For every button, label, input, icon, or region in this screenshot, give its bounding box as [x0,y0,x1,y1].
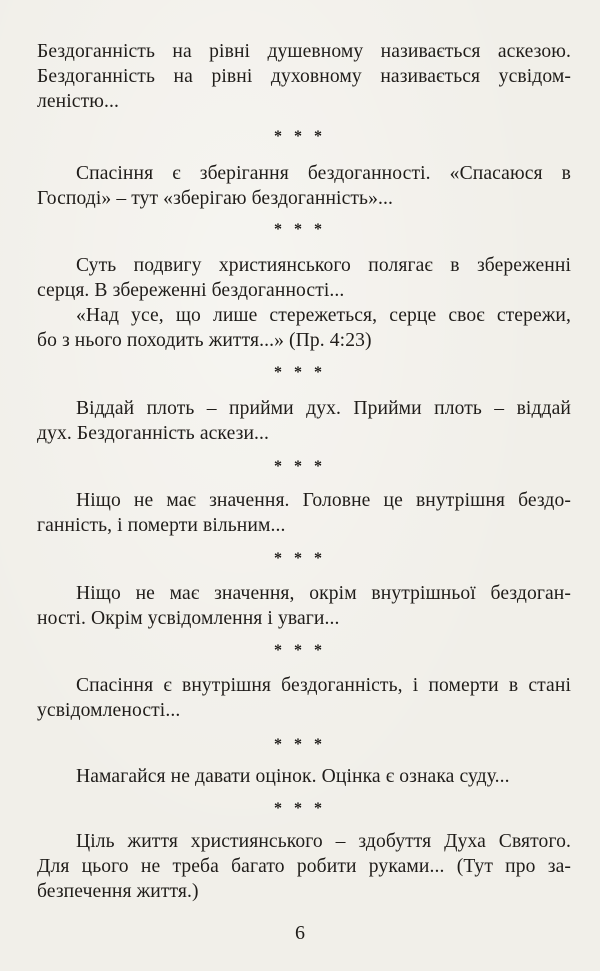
paragraph-line: Ціль життя християнського – здобуття Духа Святого. [76,831,571,852]
section-separator: * * * [274,800,326,817]
section-separator: * * * [274,221,326,238]
paragraph-1 [37,39,571,114]
paragraph-line: Бездоганність на рівні духовному називається усвідом- [37,66,571,87]
section-separator: * * * [274,458,326,475]
section-separator: * * * [274,128,326,145]
paragraph-line: Намагайся не давати оцінок. Оцінка є ознака суду... [76,766,510,787]
paragraph-8 [76,764,571,789]
paragraph-7 [37,673,571,723]
paragraph-line: серця. В збереженні бездоганності... [37,280,345,301]
paragraph-line: леністю... [37,91,119,112]
paragraph-9 [37,829,571,904]
paragraph-line: Спасіння є внутрішня бездоганність, і померти в стані [76,675,571,696]
paragraph-line: Віддай плоть – прийми дух. Прийми плоть – віддай [76,398,571,419]
paragraph-line: «Над усе, що лише стережеться, серце своє стережи, [76,305,571,326]
paragraph-line: дух. Бездоганність аскези... [37,423,270,444]
paragraph-2 [37,161,571,211]
paragraph-line: Ніщо не має значення, окрім внутрішньої бездоган- [76,583,571,604]
paragraph-line: Суть подвигу християнського полягає в збереженні [76,255,571,276]
paragraph-line: Ніщо не має значення. Головне це внутрішня бездо- [76,490,571,511]
paragraph-line: Для цього не треба багато робити руками... (Тут про за- [37,856,571,877]
paragraph-line: Спасіння є зберігання бездоганності. «Спасаюся в [76,163,571,184]
paragraph-line: усвідомленості... [37,700,181,721]
section-separator: * * * [274,642,326,659]
section-separator: * * * [274,736,326,753]
paragraph-line: Господі» – тут «зберігаю бездоганність»... [37,188,393,209]
paragraph-line: Бездоганність на рівні душевному називається аскезою. [37,41,571,62]
page-number: 6 [295,922,305,944]
section-separator: * * * [274,364,326,381]
paragraph-4 [37,396,571,446]
paragraph-5 [37,488,571,538]
paragraph-line: ності. Окрім усвідомлення і уваги... [37,608,340,629]
paragraph-line: бо з нього походить життя...» (Пр. 4:23) [37,330,372,351]
paragraph-line: безпечення життя.) [37,881,199,902]
section-separator: * * * [274,550,326,567]
paragraph-3 [37,253,571,353]
paragraph-6 [37,581,571,631]
paragraph-line: ганність, і померти вільним... [37,515,286,536]
